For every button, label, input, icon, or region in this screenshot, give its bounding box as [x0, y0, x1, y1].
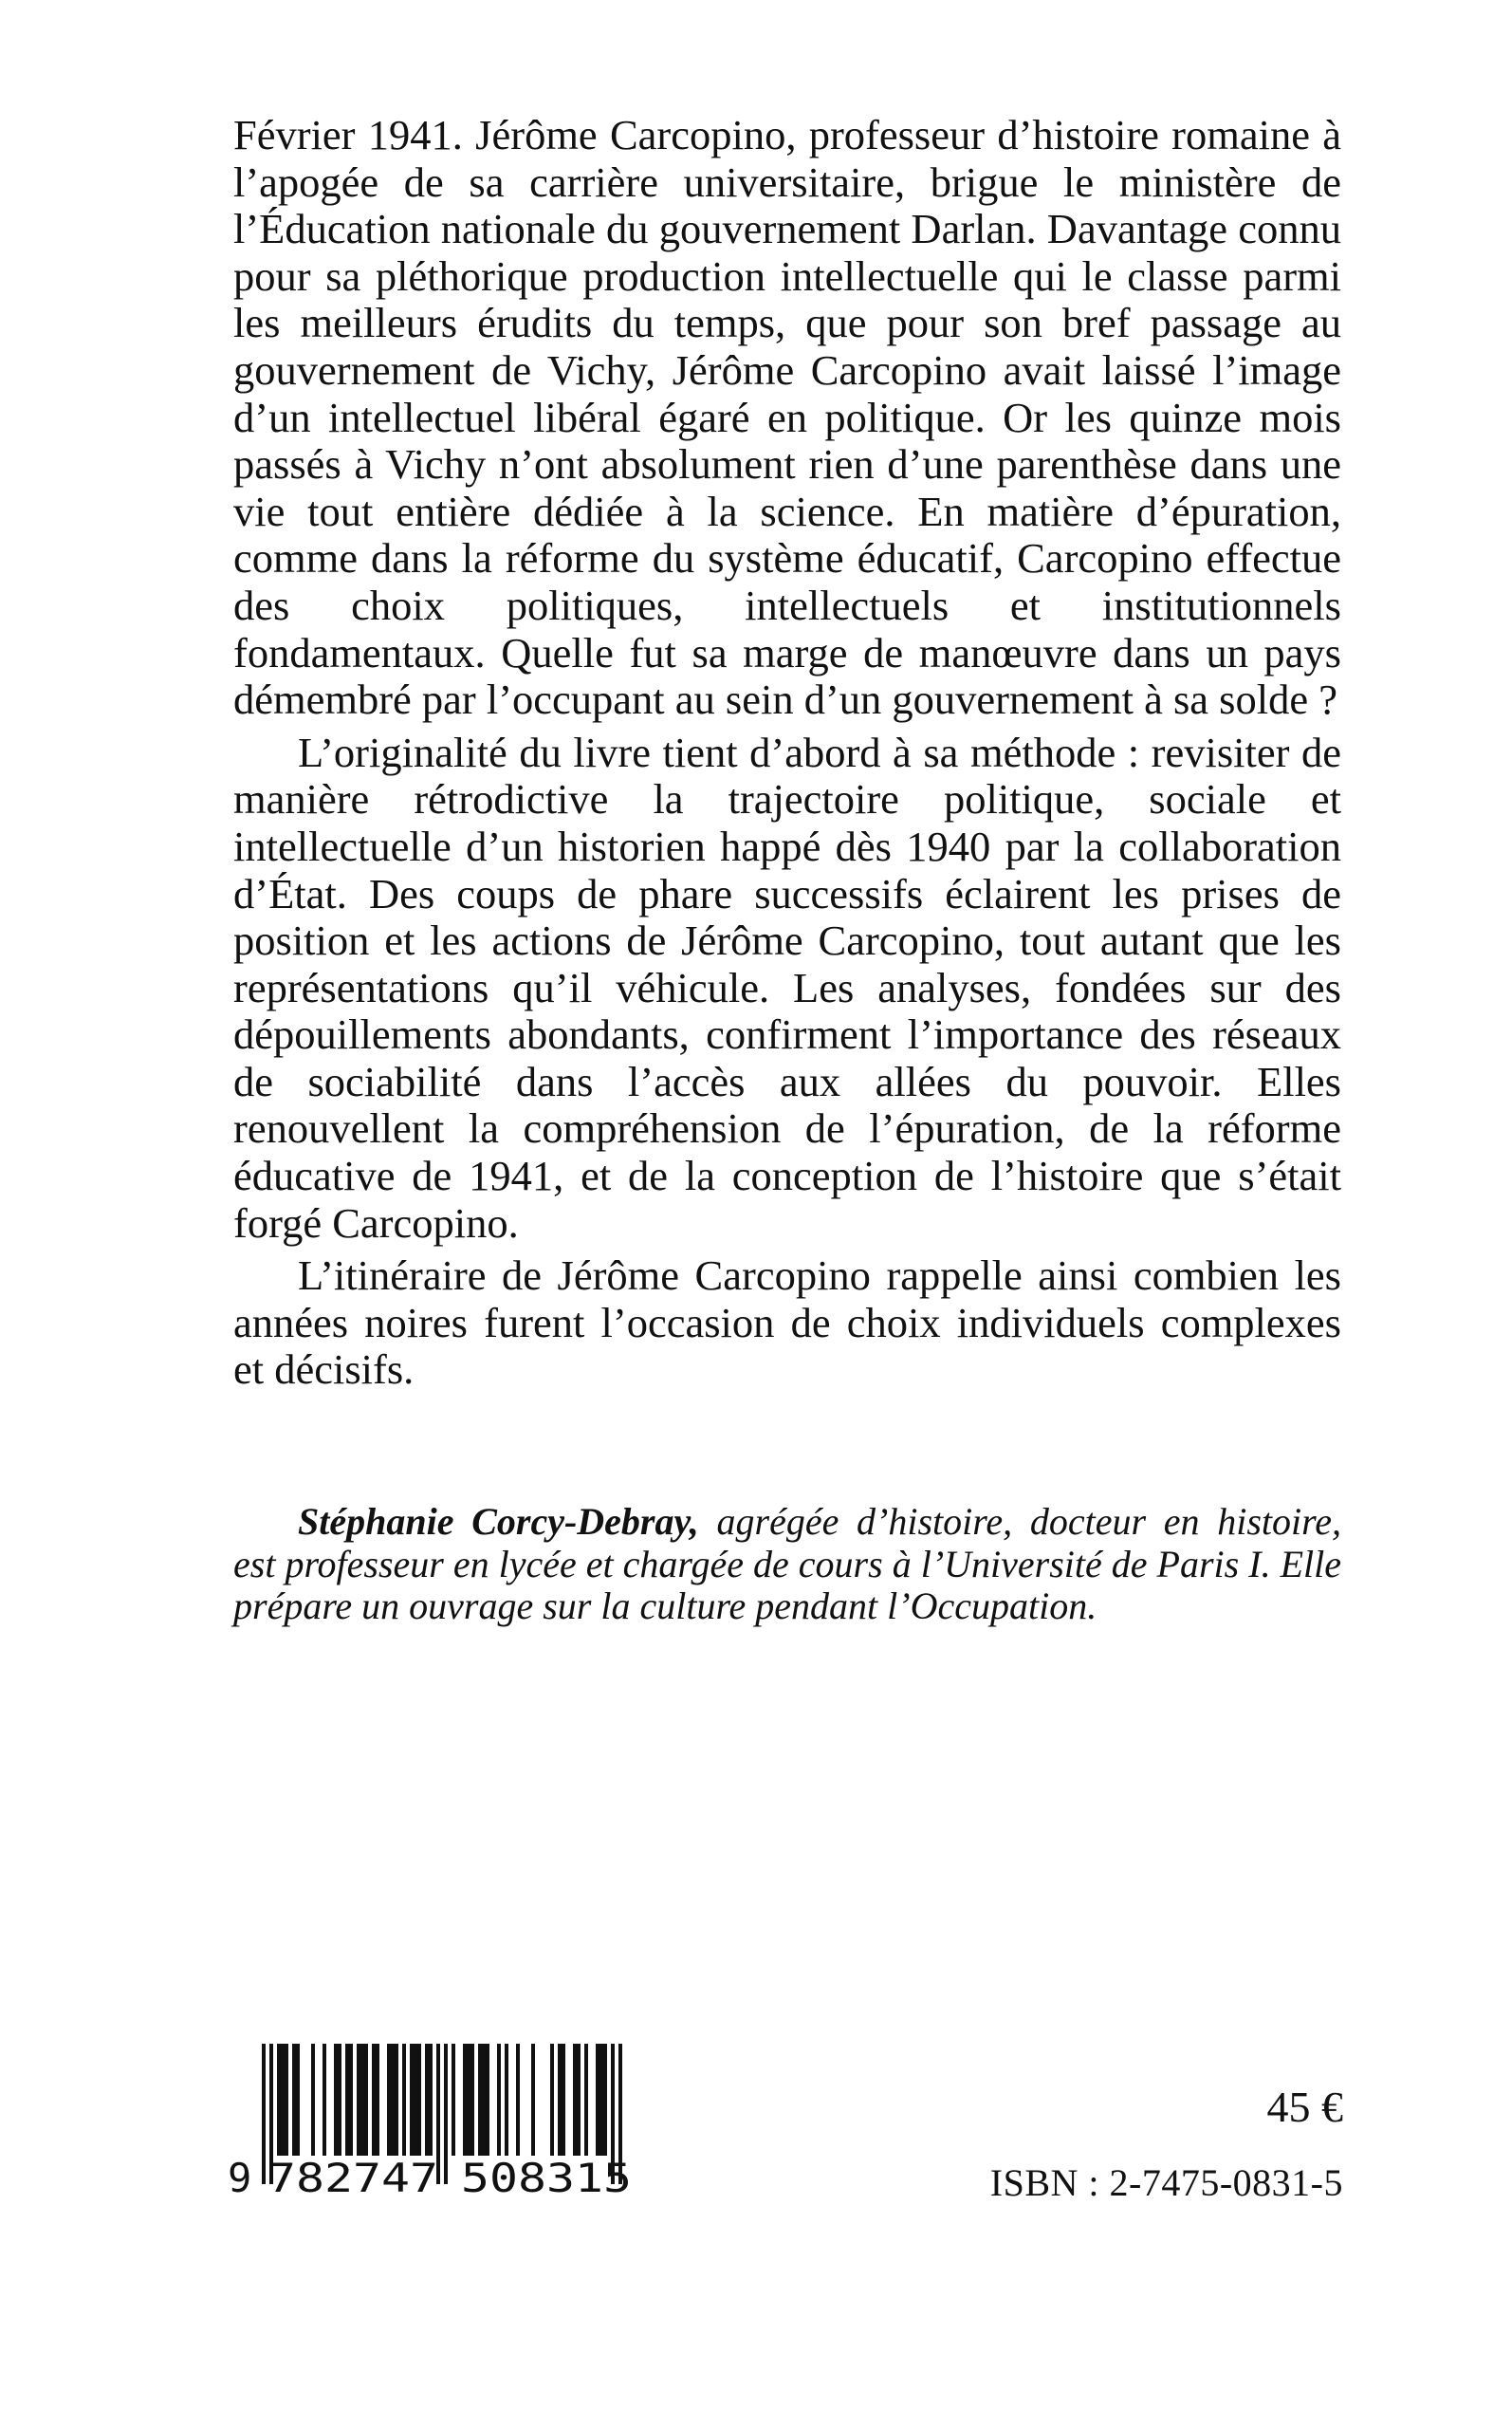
barcode-bar [402, 2044, 406, 2156]
barcode-bar [338, 2044, 341, 2156]
barcode-bar [467, 2044, 470, 2156]
barcode-bar [323, 2044, 326, 2156]
barcode-bar [281, 2044, 285, 2156]
barcode-bar [414, 2044, 417, 2156]
barcode-bar [562, 2044, 565, 2156]
barcode-bar [364, 2044, 368, 2156]
barcode-bar [573, 2044, 577, 2156]
barcode-bar [425, 2044, 429, 2156]
barcode-bar [603, 2044, 607, 2156]
barcode-bar [531, 2044, 535, 2156]
barcode-bar [505, 2044, 508, 2156]
barcode-bar [360, 2044, 364, 2156]
barcode-bar [463, 2044, 467, 2156]
isbn-barcode [228, 2044, 673, 2196]
author-bio [233, 1501, 1341, 1628]
blurb-paragraph-3: L’itinéraire de Jérôme Carcopino rappelle ainsi combien les années noires furent l’occasion de choix individuels complexes et décisifs. [233, 1251, 1341, 1394]
barcode-bar [486, 2044, 489, 2156]
barcode-bar [387, 2044, 391, 2156]
barcode-bar [296, 2044, 300, 2156]
barcode-bar [584, 2044, 588, 2156]
blurb-paragraph-1: Février 1941. Jérôme Carcopino, professeur d’histoire romaine à l’apogée de sa carrière universitaire, brigue le ministère de l’Éducation nationale du gouvernement Darlan. Davantage connu pour sa pléthorique production intellectuelle qui le classe parmi les meilleurs érudits du temps, que pour son bref passage au gouvernement de Vichy, Jérôme Carcopino avait laissé l’image d’un intellectuel libéral égaré en politique. Or les quinze mois passés à Vichy n’ont absolument rien d’une parenthèse dans une vie tout entière dédiée à la science. En matière d’épuration, comme dans la réforme du système éducatif, Carcopino effectue des choix politiques, intellectuels et institutionnels fondamentaux. Quelle fut sa marge de manœuvre dans un pays démembré par l’occupant au sein d’un gouvernement à sa solde ? [233, 111, 1341, 724]
barcode-bar [429, 2044, 433, 2156]
back-cover-blurb [233, 112, 1341, 1399]
barcode-bar [599, 2044, 603, 2156]
barcode-bar [395, 2044, 398, 2156]
isbn-label: ISBN : 2-7475-0831-5 [989, 2161, 1343, 2204]
barcode-bar [277, 2044, 281, 2156]
barcode-bar [345, 2044, 349, 2156]
barcode-bar [497, 2044, 501, 2156]
barcode-bar [376, 2044, 379, 2156]
barcode-lead-digit: 9 [228, 2155, 252, 2196]
barcode-bar [417, 2044, 421, 2156]
barcode-bar [482, 2044, 486, 2156]
barcode-graphic [228, 2044, 673, 2196]
author-name: Stéphanie Corcy-Debray, [298, 1500, 699, 1543]
barcode-bar [262, 2044, 266, 2184]
barcode-bar [334, 2044, 338, 2156]
blurb-paragraph-2: L’originalité du livre tient d’abord à sa méthode : revisiter de manière rétrodictive la trajectoire politique, sociale et intellectuelle d’un historien happé dès 1940 par la collaboration d’État. Des coups de phare successifs éclairent les prises de position et les actions de Jérôme Carcopino, tout autant que les représentations qu’il véhicule. Les analyses, fondées sur des dépouillements abondants, confirment l’importance des réseaux de sociabilité dans l’accès aux allées du pouvoir. Elles renouvellent la compréhension de l’épuration, de la réforme éducative de 1941, et de la conception de l’histoire que s’était forgé Carcopino. [233, 728, 1341, 1247]
price: 45 € [1266, 2083, 1343, 2131]
barcode-bar [349, 2044, 353, 2156]
barcode-bar [357, 2044, 360, 2156]
barcode-left-digits: 782747 [267, 2155, 438, 2196]
barcode-bar [311, 2044, 315, 2156]
barcode-bar [452, 2044, 455, 2156]
barcode-bar [410, 2044, 414, 2156]
barcode-bar [470, 2044, 474, 2156]
barcode-bar [444, 2044, 448, 2184]
barcode-bar [577, 2044, 581, 2156]
author-description: agrégée d’histoire, docteur en histoire, est professeur en lycée et chargée de cours à l’Université de Paris I. Elle prépare un ouvrage sur la culture pendant l’Occupation. [233, 1500, 1341, 1627]
barcode-bar [478, 2044, 482, 2156]
barcode-bar [558, 2044, 562, 2156]
barcode-bar [292, 2044, 296, 2156]
barcode-bar [285, 2044, 288, 2156]
barcode-bar [550, 2044, 554, 2156]
barcode-bar [391, 2044, 395, 2156]
barcode-bar [372, 2044, 376, 2156]
barcode-right-digits: 508315 [461, 2155, 632, 2196]
barcode-bar [516, 2044, 520, 2156]
barcode-bar [596, 2044, 599, 2156]
